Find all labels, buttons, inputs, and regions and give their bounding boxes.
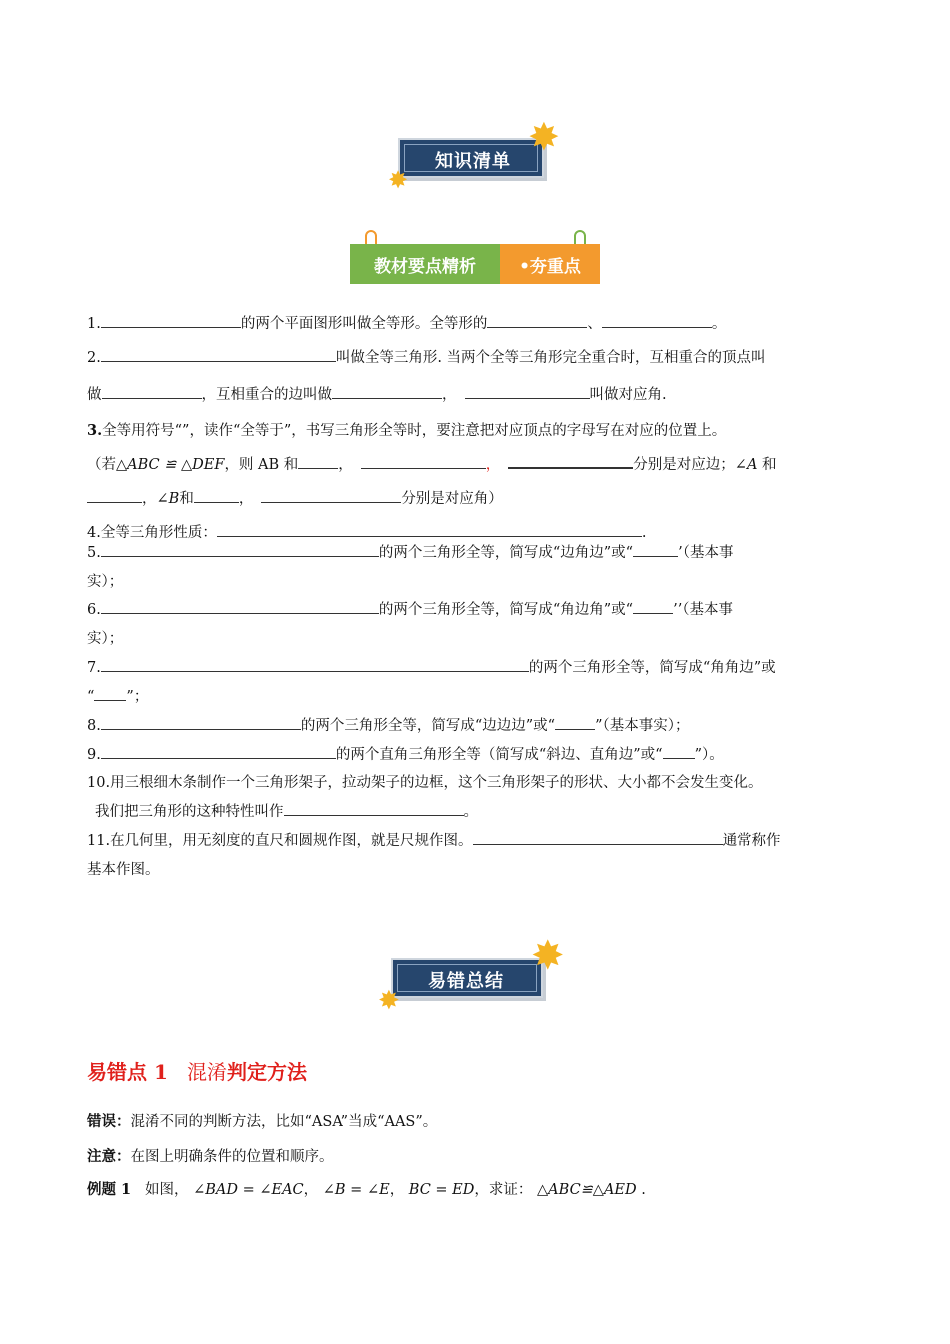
example-label: 例题 1	[87, 1181, 132, 1198]
item-text: 基本作图。	[87, 862, 160, 878]
knowledge-list-title: 知识清单	[435, 151, 511, 172]
fill-blank[interactable]	[465, 384, 590, 399]
item-number: 8.	[87, 718, 101, 734]
error-point-title-bold: 判定方法	[226, 1060, 307, 1084]
fill-blank[interactable]	[284, 801, 464, 816]
fill-blank[interactable]	[473, 830, 723, 845]
example-text: 如图，	[144, 1182, 189, 1198]
fill-blank[interactable]	[101, 744, 336, 759]
item-5-line-2	[87, 570, 123, 591]
error-point-title: 混淆	[186, 1060, 227, 1084]
example-text: ，	[389, 1182, 405, 1198]
textbook-points-label: 教材要点精析	[350, 244, 500, 284]
item-text: 的两个直角三角形全等（简写成“斜边、直角边”或“	[335, 747, 663, 763]
note-text: 在图上明确条件的位置和顺序。	[130, 1149, 334, 1165]
item-text: 分别是对应角）	[401, 491, 503, 507]
example-text: ，	[303, 1182, 319, 1198]
fill-blank[interactable]	[101, 657, 529, 672]
item-text: 在几何里，用无刻度的直尺和圆规作图，就是尺规作图。	[110, 833, 473, 849]
error-point-heading	[87, 1056, 307, 1085]
item-number: 4.	[87, 525, 101, 541]
item-8	[87, 714, 690, 735]
item-text: 的两个三角形全等，简写成“边角边”或“	[378, 545, 634, 561]
fill-blank[interactable]	[101, 715, 301, 730]
math-expression: BC = ED	[408, 1182, 475, 1198]
star-icon: ✸	[388, 166, 409, 194]
fill-blank[interactable]	[633, 542, 678, 557]
item-text: ’（基本事	[678, 545, 734, 561]
item-9	[87, 743, 724, 764]
item-number: 10.	[87, 775, 111, 791]
item-text: 实）；	[87, 574, 124, 590]
item-text: 。	[711, 316, 727, 332]
item-3	[87, 419, 726, 440]
item-text: 做	[87, 387, 102, 403]
item-text: ”）。	[694, 747, 724, 763]
item-10-line-2	[95, 800, 478, 821]
fill-blank[interactable]	[508, 453, 633, 469]
focus-points-label: •夯重点	[500, 244, 600, 284]
math-expression: △ABC ≌ △DEF	[116, 457, 225, 473]
item-number: 1.	[87, 316, 101, 332]
item-number: 7.	[87, 660, 101, 676]
error-line	[87, 1110, 437, 1131]
example-text: .	[641, 1182, 646, 1198]
item-text: 通常称作	[722, 833, 781, 849]
item-number: 11.	[87, 833, 111, 849]
item-4	[87, 521, 646, 542]
item-text: 的两个三角形全等，简写成“边边边”或“	[300, 718, 556, 734]
item-text: ，则 AB 和	[224, 457, 299, 473]
note-label: 注意：	[87, 1148, 131, 1165]
item-text: “	[87, 689, 95, 705]
fill-blank[interactable]	[633, 599, 673, 614]
item-number: 5.	[87, 545, 101, 561]
fill-blank[interactable]	[194, 488, 239, 503]
item-text: 全等三角形性质：	[100, 525, 217, 541]
item-text: 的两个三角形全等，简写成“角边角”或“	[378, 602, 634, 618]
fill-blank[interactable]	[261, 488, 401, 503]
error-summary-title: 易错总结	[428, 971, 504, 992]
fill-blank[interactable]	[217, 522, 642, 537]
item-6-line-2	[87, 627, 123, 648]
item-5	[87, 541, 733, 562]
example-line	[87, 1178, 646, 1199]
item-text: 分别是对应边；	[633, 457, 735, 473]
item-6	[87, 598, 733, 619]
item-7-line-2	[87, 685, 148, 706]
item-1	[87, 312, 726, 333]
item-text: ，互相重合的边叫做	[201, 387, 332, 403]
item-3-line-2	[87, 453, 777, 474]
item-10	[87, 771, 763, 792]
error-summary-banner	[391, 958, 541, 1002]
fill-blank[interactable]	[555, 715, 595, 730]
math-expression: △ABC≌△AED	[537, 1182, 637, 1198]
item-text: 我们把三角形的这种特性叫作	[95, 804, 284, 820]
item-text: 叫做对应角.	[589, 387, 667, 403]
item-text: ，	[485, 457, 501, 473]
error-label: 错误：	[87, 1113, 131, 1130]
fill-blank[interactable]	[487, 313, 587, 328]
item-text: 用三根细木条制作一个三角形架子，拉动架子的边框，这个三角形架子的形状、大小都不会发生变化。	[110, 775, 763, 791]
star-icon: ✸	[528, 115, 560, 159]
item-text: 和	[179, 491, 194, 507]
knowledge-list-banner	[398, 138, 548, 182]
item-text: ”（基本事实）；	[595, 718, 690, 734]
item-text: 的两个三角形全等，简写成“角角边”或	[528, 660, 776, 676]
item-text: ，	[238, 491, 254, 507]
item-number: 9.	[87, 747, 101, 763]
fill-blank[interactable]	[94, 686, 126, 701]
fill-blank[interactable]	[298, 454, 338, 469]
item-text: ，	[442, 387, 457, 403]
math-expression: ∠B	[156, 491, 180, 507]
fill-blank[interactable]	[102, 384, 202, 399]
item-text: 的两个平面图形叫做全等形。全等形的	[240, 316, 488, 332]
item-text: 全等用符号“”，读作“全等于”，书写三角形全等时，要注意把对应顶点的字母写在对应的位置上。	[102, 423, 727, 439]
fill-blank[interactable]	[663, 744, 695, 759]
item-text: 和	[762, 457, 777, 473]
error-point-label: 易错点 1	[87, 1060, 168, 1084]
fill-blank[interactable]	[602, 313, 712, 328]
math-expression: ∠A	[734, 457, 758, 473]
fill-blank[interactable]	[101, 313, 241, 328]
item-text: ，	[338, 457, 353, 473]
item-number: 2.	[87, 350, 101, 366]
note-line	[87, 1145, 334, 1166]
item-text: 实）；	[87, 631, 124, 647]
item-7	[87, 656, 776, 677]
fill-blank[interactable]	[101, 347, 336, 362]
item-3-line-3	[87, 487, 503, 508]
fill-blank[interactable]	[361, 454, 486, 469]
star-icon: ✸	[378, 986, 400, 1016]
item-text: （若	[87, 457, 116, 473]
item-11	[87, 829, 781, 850]
item-number: 3.	[87, 422, 103, 439]
item-2-line-2	[87, 383, 667, 404]
textbook-points-banner	[350, 244, 600, 284]
error-text: 混淆不同的判断方法，比如“ASA”当成“AAS”。	[130, 1114, 438, 1130]
item-number: 6.	[87, 602, 101, 618]
fill-blank[interactable]	[332, 384, 442, 399]
fill-blank[interactable]	[101, 599, 379, 614]
fill-blank[interactable]	[87, 488, 142, 503]
fill-blank[interactable]	[101, 542, 379, 557]
item-2	[87, 346, 766, 367]
item-text: .	[641, 525, 647, 541]
item-text: ”；	[126, 689, 149, 705]
item-text: 。	[463, 804, 478, 820]
math-expression: ∠B = ∠E	[322, 1182, 390, 1198]
item-text: 、	[587, 316, 602, 332]
star-icon: ✸	[531, 933, 565, 979]
item-text: ’’（基本事	[673, 602, 734, 618]
item-text: ，	[142, 491, 157, 507]
example-text: ，求证：	[474, 1182, 533, 1198]
item-text: 叫做全等三角形. 当两个全等三角形完全重合时，互相重合的顶点叫	[335, 350, 766, 366]
item-11-line-2	[87, 858, 160, 879]
math-expression: ∠BAD = ∠EAC	[193, 1182, 304, 1198]
